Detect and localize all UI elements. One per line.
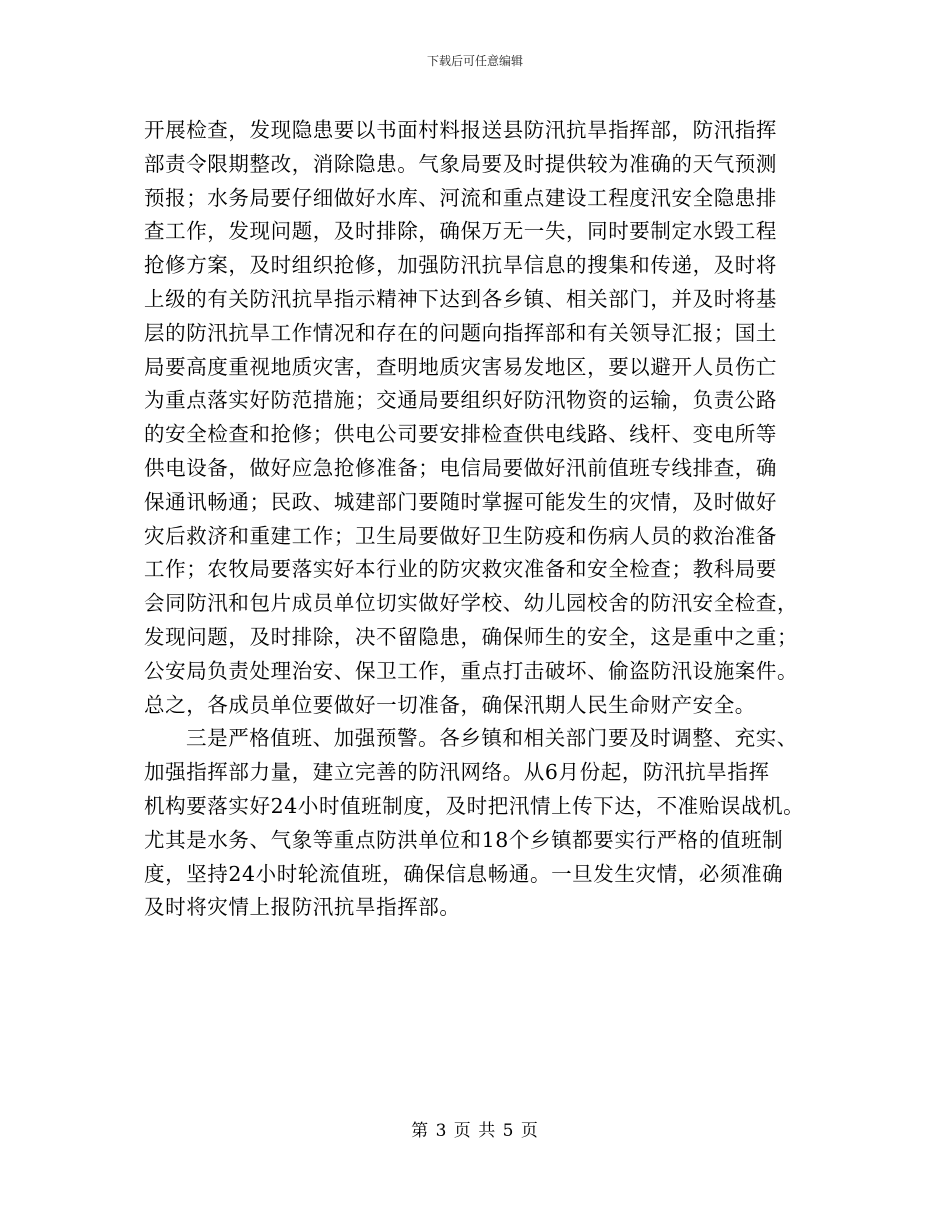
body-line: 公安局负责处理治安、保卫工作，重点打击破坏、偷盗防汛设施案件。 (144, 658, 799, 683)
body-line: 会同防汛和包片成员单位切实做好学校、幼儿园校舍的防汛安全检查， (144, 591, 799, 616)
body-line: 供电设备，做好应急抢修准备；电信局要做好汛前值班专线排查，确 (144, 455, 777, 480)
body-line: 局要高度重视地质灾害，查明地质灾害易发地区，要以避开人员伤亡 (144, 354, 777, 379)
body-line: 发现问题，及时排除，决不留隐患，确保师生的安全，这是重中之重； (144, 624, 799, 649)
body-line: 层的防汛抗旱工作情况和存在的问题向指挥部和有关领导汇报；国土 (144, 320, 777, 345)
body-line: 保通讯畅通；民政、城建部门要随时掌握可能发生的灾情，及时做好 (144, 489, 777, 514)
body-line: 工作；农牧局要落实好本行业的防灾救灾准备和安全检查；教科局要 (144, 557, 777, 582)
body-line: 开展检查，发现隐患要以书面村料报送县防汛抗旱指挥部，防汛指挥 (144, 118, 777, 142)
body-line: 灾后救济和重建工作；卫生局要做好卫生防疫和伤病人员的救治准备 (144, 523, 777, 548)
body-line: 查工作，发现问题，及时排除，确保万无一失，同时要制定水毁工程 (144, 219, 777, 244)
body-line: 总之，各成员单位要做好一切准备，确保汛期人民生命财产安全。 (144, 692, 756, 717)
document-body (144, 114, 814, 925)
body-line: 的安全检查和抢修；供电公司要安排检查供电线路、线杆、变电所等 (144, 422, 777, 447)
body-line: 机构要落实好24小时值班制度，及时把汛情上传下达，不准贻误战机。 (144, 793, 805, 818)
footer-prefix: 第 (411, 1121, 430, 1141)
body-line: 度，坚持24小时轮流值班，确保信息畅通。一旦发生灾情，必须准确 (144, 861, 784, 886)
page-footer (0, 1121, 950, 1141)
paragraph-start-line: 三是严格值班、加强预警。各乡镇和相关部门要及时调整、充实、 (186, 726, 798, 751)
body-line: 上级的有关防汛抗旱指示精神下达到各乡镇、相关部门，并及时将基 (144, 286, 777, 311)
body-line: 部责令限期整改，消除隐患。气象局要及时提供较为准确的天气预测 (144, 151, 777, 176)
body-line: 加强指挥部力量，建立完善的防汛网络。从6月份起，防汛抗旱指挥 (144, 760, 770, 785)
body-line: 及时将灾情上报防汛抗旱指挥部。 (144, 895, 461, 920)
body-line: 抢修方案，及时组织抢修，加强防汛抗旱信息的搜集和传递，及时将 (144, 253, 777, 278)
footer-suffix: 页 (520, 1121, 539, 1141)
body-line: 预报；水务局要仔细做好水库、河流和重点建设工程度汛安全隐患排 (144, 185, 777, 210)
page-header: 下载后可任意编辑 (426, 54, 523, 68)
current-page-number: 3 (435, 1121, 448, 1141)
total-pages-number: 5 (502, 1121, 515, 1141)
body-line: 为重点落实好防范措施；交通局要组织好防汛物资的运输，负责公路 (144, 388, 777, 413)
footer-middle: 页 共 (453, 1121, 497, 1141)
body-line: 尤其是水务、气象等重点防洪单位和18个乡镇都要实行严格的值班制 (144, 827, 784, 852)
